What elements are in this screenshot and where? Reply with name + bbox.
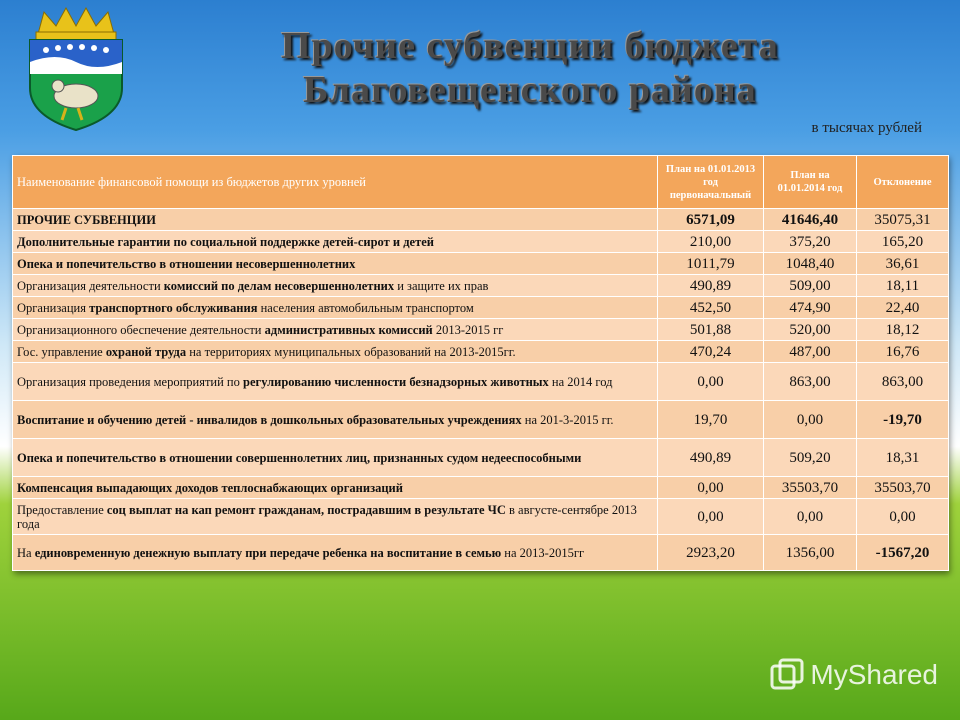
value-plan-2013: 0,00	[658, 477, 764, 499]
value-deviation: 22,40	[857, 297, 949, 319]
value-plan-2013: 452,50	[658, 297, 764, 319]
value-plan-2014: 520,00	[764, 319, 857, 341]
table-row	[13, 477, 949, 499]
row-name-part: на территориях муниципальных образований на 2013-2015гг.	[186, 344, 516, 359]
value-plan-2014: 509,00	[764, 275, 857, 297]
value-deviation: 36,61	[857, 253, 949, 275]
value-plan-2014: 0,00	[764, 401, 857, 439]
header-plan-2014: План на 01.01.2014 год	[764, 156, 857, 209]
table-row	[13, 253, 949, 275]
value-plan-2013: 2923,20	[658, 535, 764, 571]
row-name-part: на 2014 год	[548, 374, 613, 389]
page-title-line1: Прочие субвенции бюджета	[281, 25, 779, 67]
page-title	[200, 24, 860, 112]
table-row	[13, 275, 949, 297]
row-name-part: в августе-сентябре 2013 года	[17, 502, 637, 531]
table-row	[13, 439, 949, 477]
value-plan-2013: 490,89	[658, 275, 764, 297]
row-name-part: охраной труда	[105, 344, 187, 359]
value-deviation: 863,00	[857, 363, 949, 401]
value-deviation: 18,12	[857, 319, 949, 341]
row-name-part: и защите их прав	[394, 278, 489, 293]
row-name	[13, 535, 658, 571]
value-plan-2014: 487,00	[764, 341, 857, 363]
row-name	[13, 231, 658, 253]
header-name: Наименование финансовой помощи из бюджетов других уровней	[13, 156, 658, 209]
row-name	[13, 297, 658, 319]
value-plan-2013: 1011,79	[658, 253, 764, 275]
row-name	[13, 253, 658, 275]
value-plan-2014: 509,20	[764, 439, 857, 477]
header-plan-2013: План на 01.01.2013 год первоначальный	[658, 156, 764, 209]
coat-of-arms	[16, 4, 136, 134]
value-deviation: 35503,70	[857, 477, 949, 499]
table-row	[13, 401, 949, 439]
value-plan-2014: 1048,40	[764, 253, 857, 275]
value-deviation: 35075,31	[857, 209, 949, 231]
row-name	[13, 439, 658, 477]
page-title-line2: Благовещенского района	[303, 69, 757, 111]
table-row	[13, 341, 949, 363]
row-name-part: транспортного обслуживания	[89, 300, 258, 315]
row-name-part: Компенсация выпадающих доходов теплоснабжающих организаций	[17, 480, 403, 495]
table-row	[13, 319, 949, 341]
row-name	[13, 499, 658, 535]
value-plan-2013: 210,00	[658, 231, 764, 253]
table-row	[13, 209, 949, 231]
value-plan-2013: 490,89	[658, 439, 764, 477]
row-name-part: Организация	[17, 300, 90, 315]
row-name-part: административных комиссий	[264, 322, 433, 337]
value-deviation: 16,76	[857, 341, 949, 363]
watermark	[770, 658, 938, 692]
table-row	[13, 363, 949, 401]
table-row	[13, 535, 949, 571]
value-deviation: 0,00	[857, 499, 949, 535]
value-plan-2014: 375,20	[764, 231, 857, 253]
row-name	[13, 209, 658, 231]
value-plan-2014: 474,90	[764, 297, 857, 319]
row-name-part: комиссий по делам несовершеннолетних	[163, 278, 395, 293]
units-note: в тысячах рублей	[811, 120, 922, 136]
row-name-part: Организация проведения мероприятий по	[17, 374, 244, 389]
value-plan-2014: 863,00	[764, 363, 857, 401]
value-plan-2013: 470,24	[658, 341, 764, 363]
value-plan-2013: 501,88	[658, 319, 764, 341]
value-plan-2014: 1356,00	[764, 535, 857, 571]
row-name-part: Организационного обеспечение деятельности	[17, 322, 265, 337]
header-deviation: Отклонение	[857, 156, 949, 209]
row-name	[13, 275, 658, 297]
value-plan-2014: 35503,70	[764, 477, 857, 499]
subventions-table	[12, 155, 948, 571]
row-name	[13, 319, 658, 341]
row-name-part: Воспитание и обучению детей - инвалидов в дошкольных образовательных учреждениях	[17, 412, 522, 427]
row-name-part: регулированию численности безнадзорных животных	[243, 374, 549, 389]
table-row	[13, 499, 949, 535]
value-plan-2014: 0,00	[764, 499, 857, 535]
watermark-text: MyShared	[810, 659, 938, 690]
row-name-part: 2013-2015 гг	[432, 322, 504, 337]
value-plan-2013: 0,00	[658, 363, 764, 401]
row-name-part: населения автомобильным транспортом	[257, 300, 474, 315]
value-deviation: 165,20	[857, 231, 949, 253]
row-name	[13, 363, 658, 401]
row-name-part: соц выплат на кап ремонт гражданам, пострадавшим в результате ЧС	[106, 502, 506, 517]
value-deviation: -1567,20	[857, 535, 949, 571]
row-name-part: ПРОЧИЕ СУБВЕНЦИИ	[17, 212, 156, 227]
row-name-part: на 201-3-2015 гг.	[521, 412, 614, 427]
value-deviation: 18,11	[857, 275, 949, 297]
value-plan-2014: 41646,40	[764, 209, 857, 231]
table-row	[13, 297, 949, 319]
row-name-part: Опека и попечительство в отношении несовершеннолетних	[17, 256, 356, 271]
row-name	[13, 401, 658, 439]
value-plan-2013: 0,00	[658, 499, 764, 535]
value-plan-2013: 6571,09	[658, 209, 764, 231]
table-row	[13, 231, 949, 253]
value-deviation: -19,70	[857, 401, 949, 439]
row-name-part: Организация деятельности	[17, 278, 164, 293]
row-name	[13, 477, 658, 499]
row-name-part: Опека и попечительство в отношении совершеннолетних лиц, признанных судом недееспособными	[17, 450, 582, 465]
row-name-part: Дополнительные гарантии по социальной поддержке детей-сирот и детей	[17, 234, 434, 249]
value-deviation: 18,31	[857, 439, 949, 477]
table-header-row	[13, 156, 949, 209]
row-name-part: на 2013-2015гг	[501, 545, 585, 560]
row-name-part: Предоставление	[17, 502, 107, 517]
row-name	[13, 341, 658, 363]
row-name-part: На	[17, 545, 35, 560]
row-name-part: Гос. управление	[17, 344, 106, 359]
row-name-part: единовременную денежную выплату при передаче ребенка на воспитание в семью	[34, 545, 502, 560]
value-plan-2013: 19,70	[658, 401, 764, 439]
myshared-logo-icon	[770, 658, 804, 692]
